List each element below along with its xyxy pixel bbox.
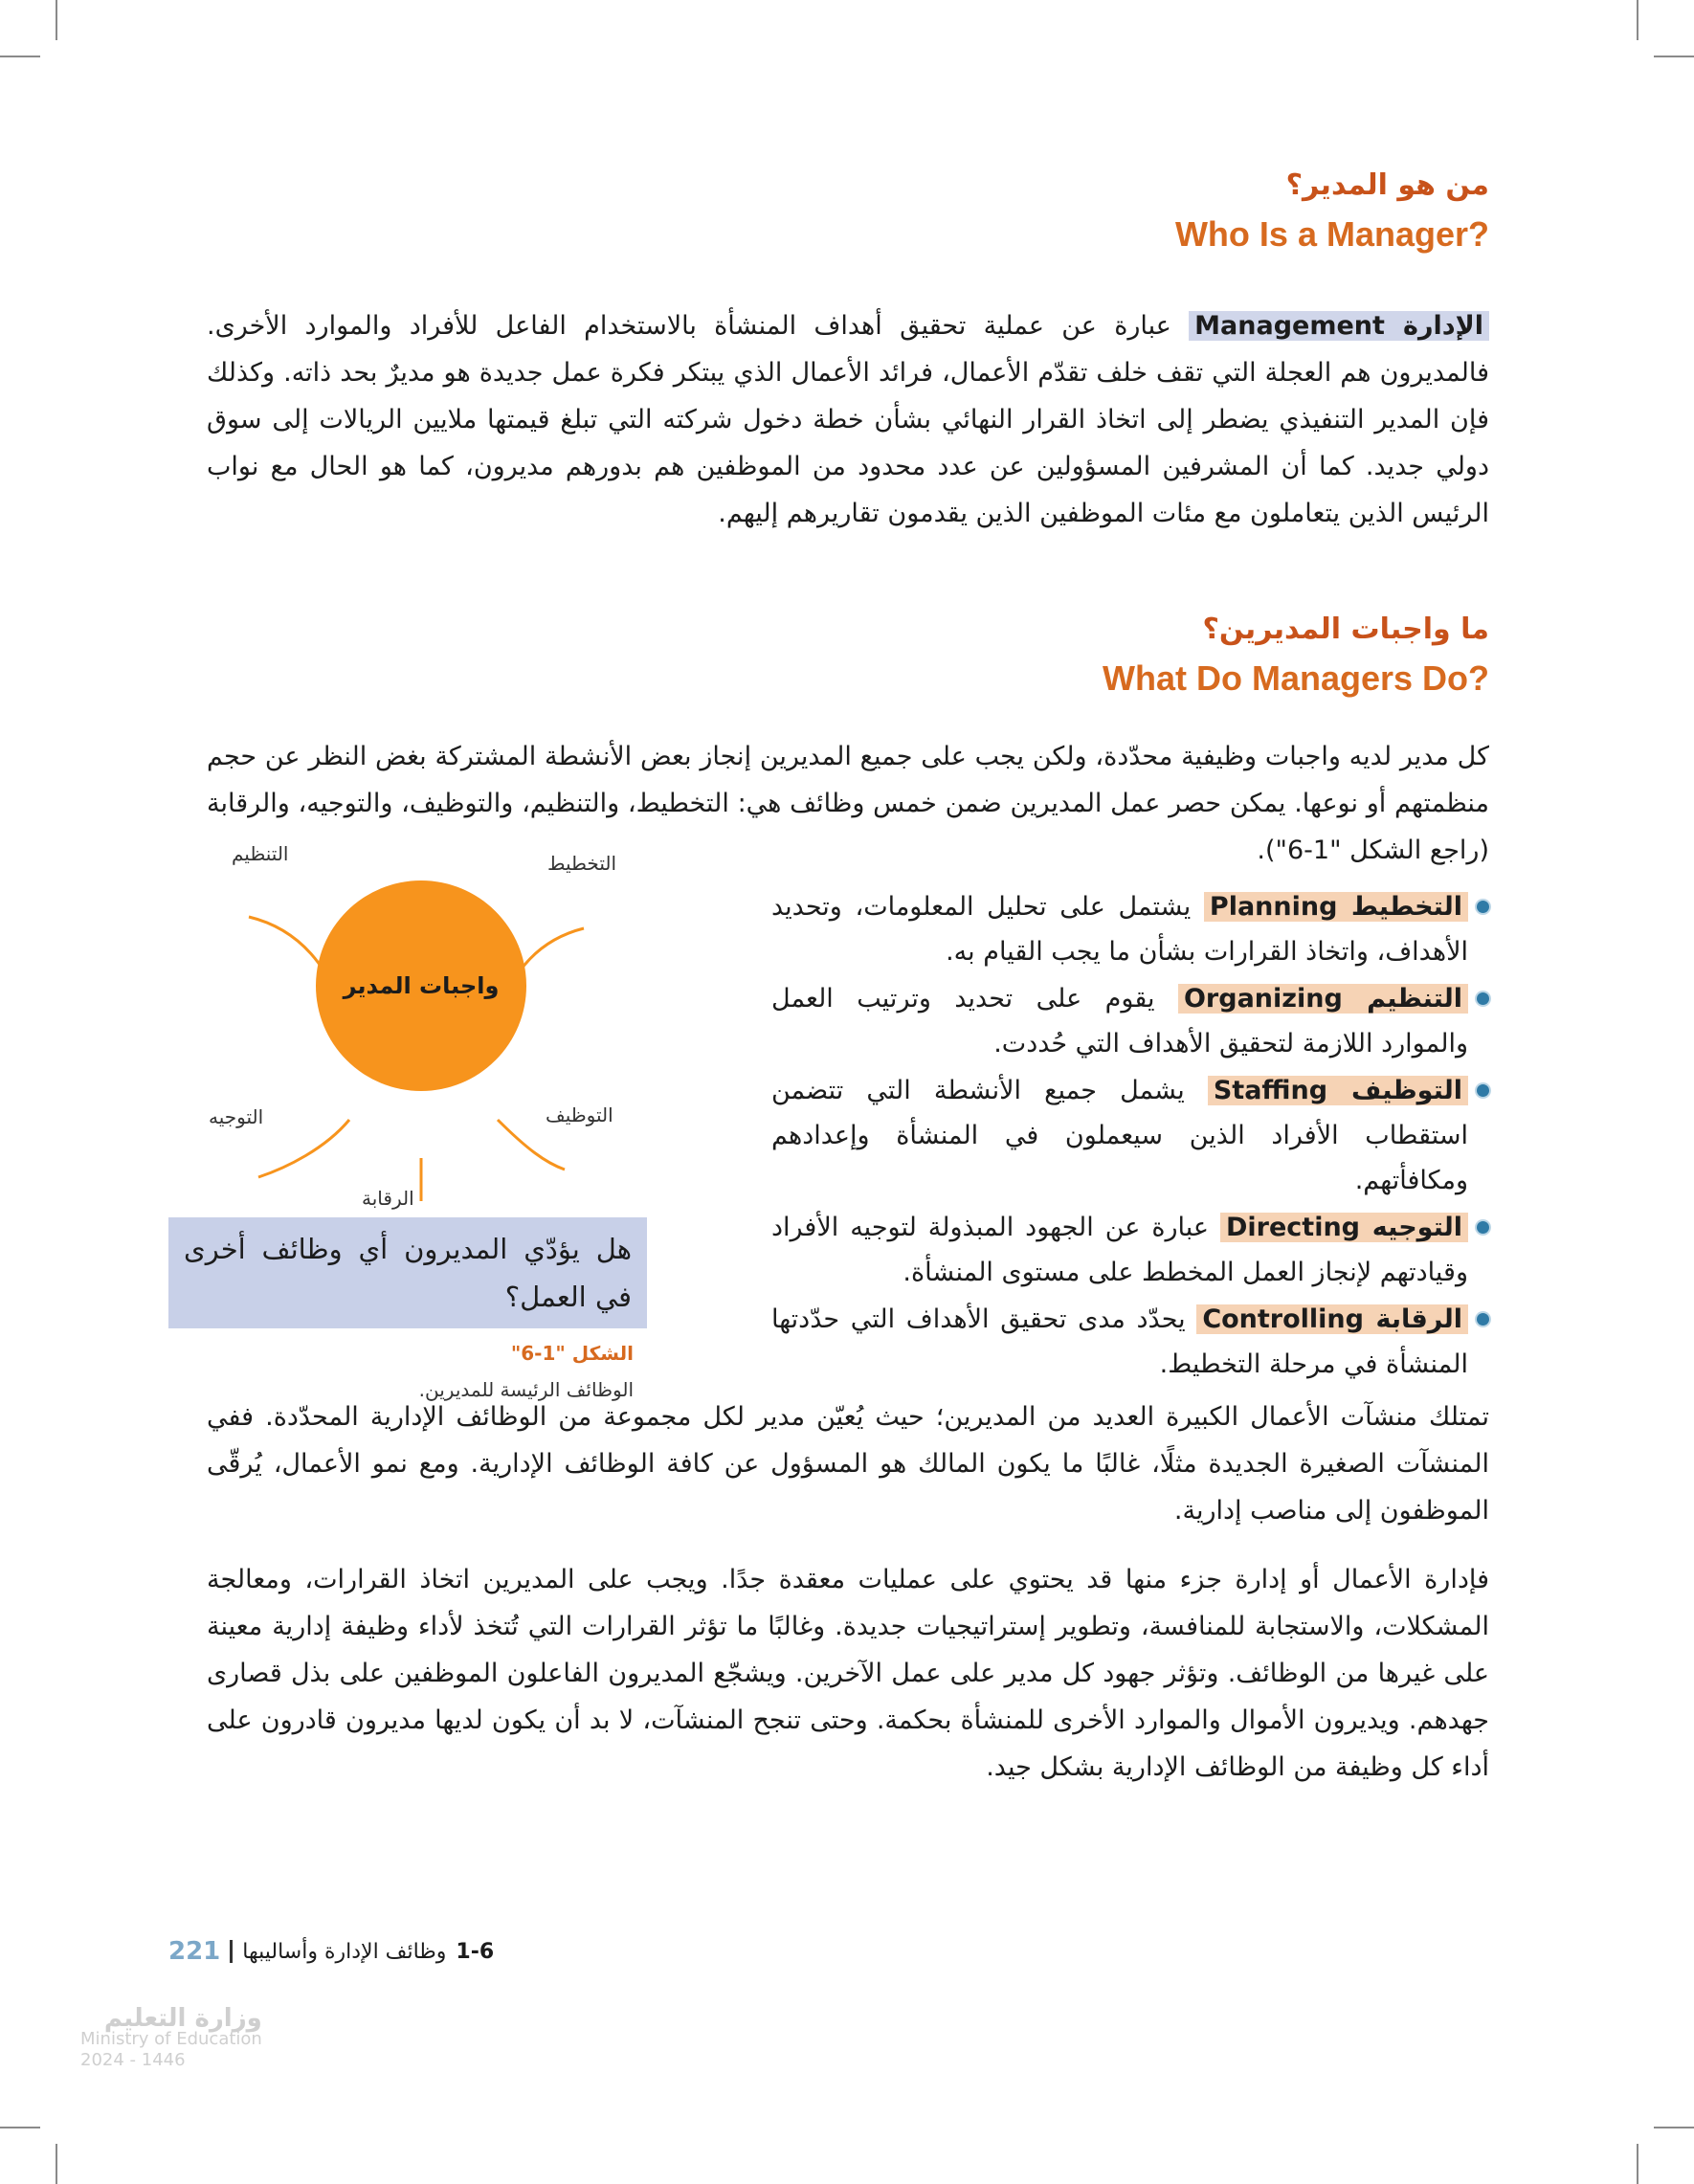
- ministry-name-en: Ministry of Education: [80, 2029, 262, 2049]
- crop-mark: [0, 56, 40, 57]
- functions-list: [771, 884, 1489, 1389]
- list-item-controlling: الرقابة Controlling يحدّد مدى تحقيق الأهداف التي حدّدتها المنشأة في مرحلة التخطيط.: [771, 1297, 1489, 1387]
- section-title-ar: من هو المدير؟: [1285, 168, 1489, 202]
- term-highlight: التنظيم Organizing: [1178, 984, 1468, 1014]
- management-paragraph: الإدارة Management عبارة عن عملية تحقيق أهداف المنشأة بالاستخدام الفاعل للأفراد والموارد الأخرى. فالمديرون هم العجلة التي تقف خلف تقدّم الأعمال، فرائد الأعمال الذي يبتكر فكرة عمل جديدة هو مديرٌ بحد ذاته. وكذلك فإن المدير التنفيذي يضطر إلى اتخاذ القرار النهائي بشأن خطة دخول شركته التي تبلغ قيمتها ملايين الريالات إلى سوق دولي جديد. كما أن المشرفين المسؤولين عن عدد محدود من الموظفين هم بدورهم مديرون، كما هو الحال مع نواب الرئيس الذين يتعاملون مع مئات الموظفين الذين يقدمون تقاريرهم إليهم.: [207, 311, 1489, 528]
- term-highlight: التوجيه Directing: [1220, 1213, 1468, 1242]
- list-item-organizing: التنظيم Organizing يقوم على تحديد وترتيب العمل والموارد اللازمة لتحقيق الأهداف التي حُددت.: [771, 976, 1489, 1066]
- bullet-icon: [1477, 1313, 1489, 1326]
- ministry-year: 2024 - 1446: [80, 2050, 186, 2070]
- section-title-en: Who Is a Manager?: [1174, 214, 1489, 254]
- bullet-icon: [1477, 992, 1489, 1005]
- term-highlight: التخطيط Planning: [1204, 892, 1468, 922]
- page-footer: [168, 1937, 494, 1966]
- complexity-paragraph: فإدارة الأعمال أو إدارة جزء منها قد يحتوي على عمليات معقدة جدًا. ويجب على المديرين اتخاذ القرارات، ومعالجة المشكلات، والاستجابة للمنافسة، وتطوير إستراتيجيات جديدة. وغالبًا ما تؤثر القرارات التي تُتخذ لأداء وظيفة إدارية معينة على غيرها من الوظائف. وتؤثر جهود كل مدير على عمل الآخرين. ويشجّع المديرون الفاعلون الموظفين على بذل قصارى جهدهم. ويديرون الأموال والموارد الأخرى للمنشأة بحكمة. وحتى تنجح المنشآت، لا بد أن يكون لديها مديرون قادرون على أداء كل وظيفة من الوظائف الإدارية بشكل جيد.: [207, 1565, 1489, 1782]
- ministry-name-ar: وزارة التعليم: [103, 2004, 262, 2033]
- term-highlight: التوظيف Staffing: [1208, 1076, 1468, 1105]
- center-bubble: [316, 880, 526, 1091]
- page-number: 221: [168, 1937, 221, 1966]
- diagram-label-organizing: التنظيم: [232, 842, 289, 865]
- bullet-icon: [1477, 901, 1489, 913]
- spoke-directing: [258, 1120, 349, 1177]
- diagram-label-directing: التوجيه: [209, 1105, 264, 1128]
- term-highlight: الإدارة Management: [1189, 311, 1489, 341]
- diagram-label-controlling: الرقابة: [362, 1187, 414, 1210]
- list-item-planning: التخطيط Planning يشتمل على تحليل المعلومات، وتحديد الأهداف، واتخاذ القرارات بشأن ما يجب القيام به.: [771, 884, 1489, 974]
- crop-mark: [56, 0, 57, 40]
- center-label: واجبات المدير: [343, 972, 500, 999]
- chapter-title: وظائف الإدارة وأساليبها: [242, 1939, 447, 1964]
- crop-mark: [1637, 0, 1638, 40]
- question-callout: هل يؤدّي المديرون أي وظائف أخرى في العمل؟: [168, 1217, 647, 1328]
- crop-mark: [1654, 56, 1694, 57]
- duties-paragraph: كل مدير لديه واجبات وظيفية محدّدة، ولكن يجب على جميع المديرين إنجاز بعض الأنشطة المشتركة بغض النظر عن حجم منظمتهم أو نوعها. يمكن حصر عمل المديرين ضمن خمس وظائف هي: التخطيط، والتنظيم، والتوظيف، والتوجيه، والرقابة (راجع الشكل "1-6").: [207, 742, 1489, 865]
- diagram-label-planning: التخطيط: [547, 852, 617, 875]
- chapter-number: 1-6: [456, 1939, 495, 1964]
- crop-mark: [56, 2144, 57, 2184]
- figure-title: الشكل "1-6": [510, 1342, 634, 1365]
- bullet-icon: [1477, 1221, 1489, 1234]
- list-item-staffing: التوظيف Staffing يشمل جميع الأنشطة التي تتضمن استقطاب الأفراد الذين سيعملون في المنشأة وإعدادهم ومكافأتهم.: [771, 1068, 1489, 1203]
- ministry-logo: [80, 2004, 262, 2071]
- diagram-label-staffing: التوظيف: [546, 1103, 613, 1126]
- crop-mark: [0, 2127, 40, 2128]
- spoke-staffing: [498, 1120, 565, 1170]
- list-item-directing: التوجيه Directing عبارة عن الجهود المبذولة لتوجيه الأفراد وقيادتهم لإنجاز العمل المخطط على مستوى المنشأة.: [771, 1205, 1489, 1295]
- manager-duties-diagram: [191, 833, 651, 1215]
- crop-mark: [1654, 2127, 1694, 2128]
- term-highlight: الرقابة Controlling: [1196, 1304, 1468, 1334]
- section-title-ar: ما واجبات المديرين؟: [1202, 613, 1489, 646]
- bullet-icon: [1477, 1084, 1489, 1097]
- footer-divider: [230, 1940, 233, 1963]
- crop-mark: [1637, 2144, 1638, 2184]
- figure-caption: الوظائف الرئيسة للمديرين.: [418, 1378, 634, 1401]
- section-title-en: What Do Managers Do?: [1102, 658, 1489, 698]
- large-businesses-paragraph: تمتلك منشآت الأعمال الكبيرة العديد من المديرين؛ حيث يُعيّن مدير لكل مجموعة من الوظائف الإدارية المحدّدة. ففي المنشآت الصغيرة الجديدة مثلًا، غالبًا ما يكون المالك هو المسؤول عن كافة الوظائف الإدارية. ومع نمو الأعمال، يُرقّى الموظفون إلى مناصب إدارية.: [207, 1402, 1489, 1526]
